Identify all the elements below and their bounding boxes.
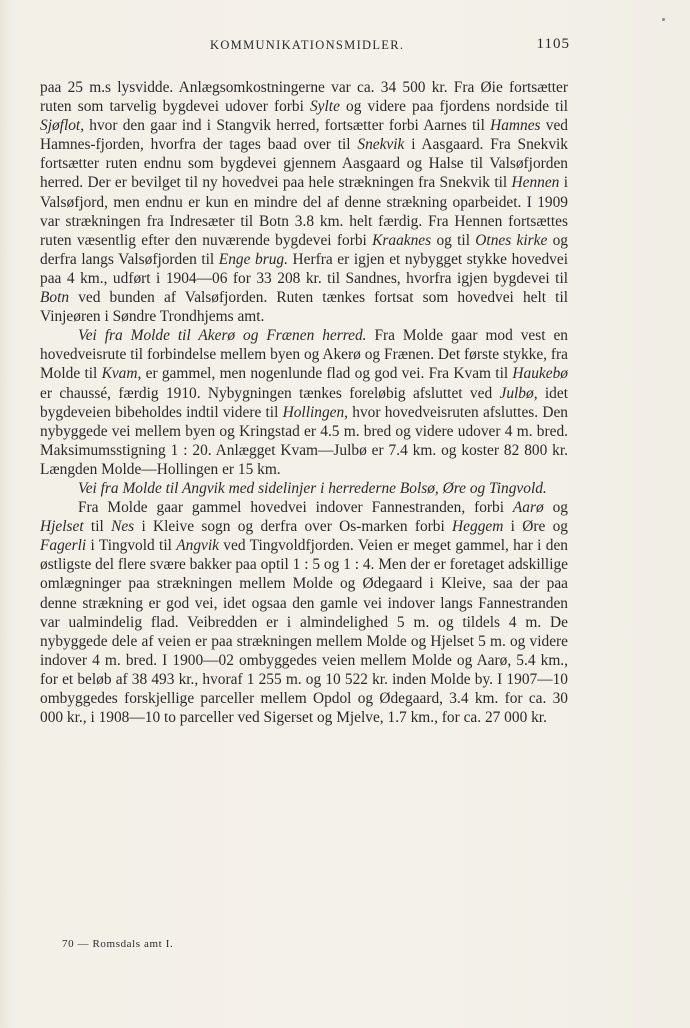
text-run: og videre paa fjordens nordside til <box>339 98 568 116</box>
place-name: Angvik <box>176 537 219 555</box>
place-name: Sjøflot, <box>40 117 85 135</box>
text-run: er gammel, men nogenlunde flad og god vei. Fra Kvam til <box>141 365 513 383</box>
text-run: og derfra langs Valsøfjorden til <box>40 231 568 268</box>
text-run: og <box>543 499 568 517</box>
print-speck <box>662 18 665 21</box>
text-run: i Aasgaard. Fra Snekvik fortsætter ruten endnu som bygdevei gjennem Aasgaard og Halse til Valsøfjorden herred. Der er bevilget til ny hovedvei paa hele strækningen fra Snekvik til <box>40 136 568 192</box>
text-run: idet bygdeveien bibeholdes indtil videre til <box>40 384 568 421</box>
text-run: i Tingvold til <box>86 537 177 555</box>
place-name: Aarø <box>512 499 544 517</box>
text-run: Fra Molde gaar mod vest en hovedveisrute til forbindelse mellem byen og Akerø og Frænen. Det første stykke, fra Molde til <box>40 327 568 383</box>
text-run: og til <box>431 231 476 249</box>
paragraph-4 <box>40 498 568 727</box>
section-heading-angvik: Vei fra Molde til Angvik med sidelinjer i herrederne Bolsø, Øre og Tingvold. <box>78 479 547 497</box>
footer-signature: 70 — Romsdals amt I. <box>62 938 174 950</box>
text-run: ved bunden af Valsøfjorden. Ruten tænkes fortsat som hovedvei helt til Vinjeøren i Søndre Trondhjems amt. <box>40 289 568 326</box>
header-title: KOMMUNIKATIONSMIDLER. <box>210 38 405 52</box>
text-run: er chaussé, færdig 1910. Nybygningen tænkes foreløbig afsluttet ved <box>40 384 500 402</box>
body-text <box>40 78 568 727</box>
place-name: Heggem <box>452 518 504 536</box>
paragraph-2 <box>40 326 568 479</box>
text-run: Herfra er igjen et nybygget stykke hovedvei paa 4 km., udført i 1904—06 for 33 208 kr. til Sandnes, hvorfra igjen bygdevei til <box>40 250 568 287</box>
place-name: Hamnes <box>490 117 541 135</box>
place-name: Nes <box>111 518 135 536</box>
place-name: Haukebø <box>512 365 568 383</box>
place-name: Hennen <box>511 174 560 192</box>
text-run: i Kleive sogn og derfra over Os-marken forbi <box>134 518 453 536</box>
place-name: Botn <box>40 289 70 307</box>
text-run: i Valsøfjord, men endnu er kun en mindre del af denne strækning oparbeidet. I 1909 var strækningen fra Indresæter til Botn 3.8 km. helt færdig. Fra Hennen fortsættes ruten væsentlig efter den nuværende bygdevei forbi <box>40 174 568 249</box>
text-run: i Øre og <box>503 518 568 536</box>
text-run: hvor hovedveisruten afsluttes. Den nybyggede vei mellem byen og Kringstad er 4.5 m. bred og videre udover 4 m. bred. Maksimumsstigning 1 : 20. Anlægget Kvam—Julbø er 7.4 km. og koster 82 800 kr. Længden Molde—Hollingen er 15 km. <box>40 403 568 478</box>
paragraph-1 <box>40 78 568 326</box>
text-run: Fra Molde gaar gammel hovedvei indover Fannestranden, forbi <box>78 499 513 517</box>
place-name: Otnes kirke <box>475 231 548 249</box>
place-name: Kraaknes <box>372 231 432 249</box>
place-name: Hollingen, <box>282 403 349 421</box>
place-name: Kvam, <box>101 365 142 383</box>
text-run: hvor den gaar ind i Stangvik herred, fortsætter forbi Aarnes til <box>84 117 491 135</box>
place-name: Hjelset <box>40 518 84 536</box>
place-name: Julbø, <box>499 384 538 402</box>
running-header <box>40 38 570 58</box>
text-run: ved Hamnes-fjorden, hvorfra der tages baad over til <box>40 117 568 154</box>
place-name: Snekvik <box>357 136 405 154</box>
place-name: Fagerli <box>40 537 87 555</box>
text-run: ved Tingvoldfjorden. Veien er meget gammel, har i den østligste del flere svære bakker paa optil 1 : 5 og 1 : 4. Men der er foretaget adskillige omlægninger paa strækningen mellem Molde og Ødegaard i Kleive, saa der paa denne strækning er god vei, idet ogsaa den gamle vei indover langs Fannestranden var ualmindelig flad. Veibredden er i almindelighed 5 m. og tildels 4 m. De nybyggede dele af veien er paa strækningen mellem Molde og Hjelset 5 m. og videre indover 4 m. bred. I 1900—02 ombyggedes veien mellem Molde og Aarø, 5.4 km., for et beløb af 38 493 kr., hvoraf 1 255 m. og 10 522 kr. inden Molde by. I 1907—10 ombyggedes forskjellige parceller mellem Opdol og Ødegaard, 3.4 km. for ca. 30 000 kr., i 1908—10 to parceller ved Sigerset og Mjelve, 1.7 km., for ca. 27 000 kr. <box>40 537 568 727</box>
place-name: Sylte <box>309 98 340 116</box>
text-run: til <box>83 518 112 536</box>
section-heading: Vei fra Molde til Akerø og Frænen herred. <box>78 327 367 345</box>
page-number: 1105 <box>536 36 570 52</box>
text-run: paa 25 m.s lysvidde. Anlægsomkostningerne var ca. 34 500 kr. Fra Øie fortsætter ruten som tarvelig bygdevei udover forbi <box>40 79 568 116</box>
place-name: Enge brug. <box>218 250 288 268</box>
